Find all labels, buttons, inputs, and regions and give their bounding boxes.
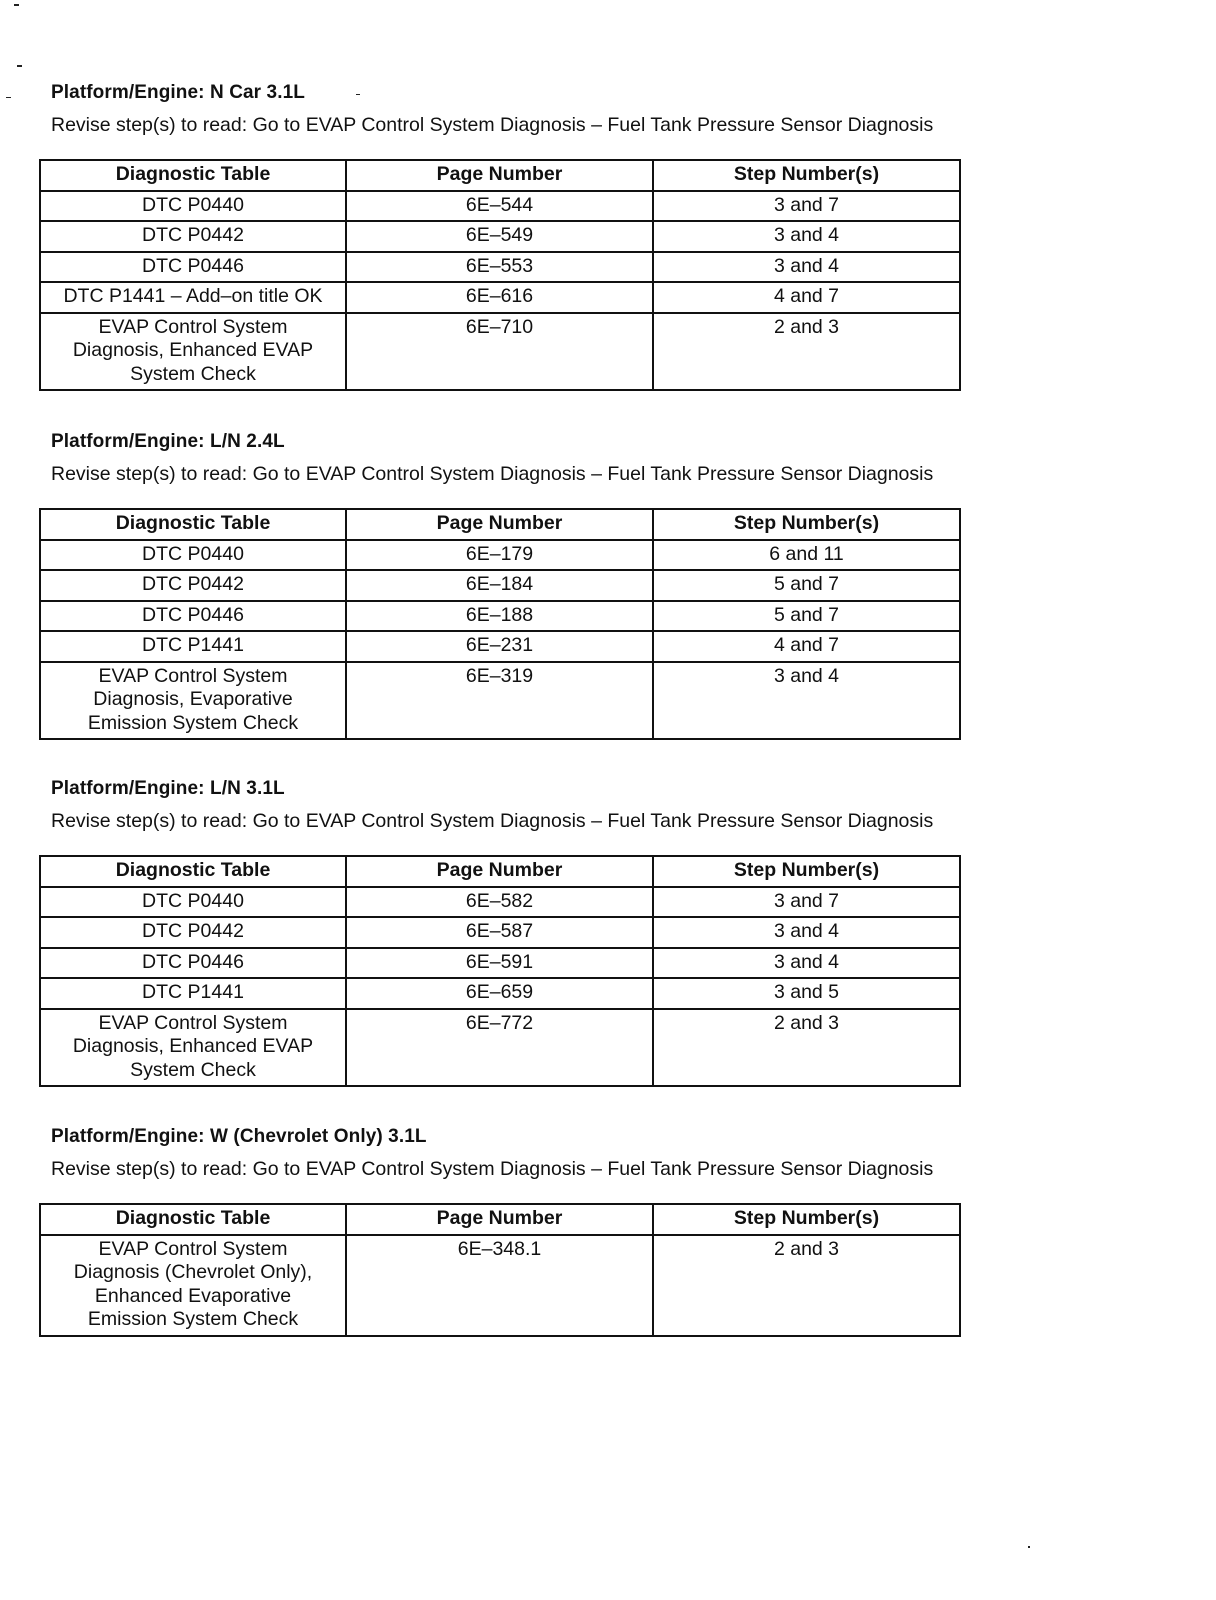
- platform-heading: Platform/Engine: W (Chevrolet Only) 3.1L: [51, 1126, 427, 1147]
- scan-mark: [1028, 1546, 1030, 1548]
- cell-step-numbers: 3 and 4: [653, 948, 960, 979]
- column-header-step-numbers: Step Number(s): [653, 509, 960, 540]
- table-row: [40, 662, 960, 740]
- cell-diagnostic-table: EVAP Control System Diagnosis, Enhanced EVAP System Check: [40, 313, 346, 391]
- column-header-diagnostic-table: Diagnostic Table: [40, 1204, 346, 1235]
- revise-instruction: Revise step(s) to read: Go to EVAP Control System Diagnosis – Fuel Tank Pressure Sensor Diagnosis: [51, 1158, 934, 1180]
- platform-heading: Platform/Engine: L/N 2.4L: [51, 431, 285, 452]
- cell-page-number: 6E–616: [346, 282, 653, 313]
- table-row: [40, 282, 960, 313]
- cell-page-number: 6E–553: [346, 252, 653, 283]
- column-header-step-numbers: Step Number(s): [653, 160, 960, 191]
- scan-mark: [14, 4, 19, 6]
- revise-instruction: Revise step(s) to read: Go to EVAP Control System Diagnosis – Fuel Tank Pressure Sensor Diagnosis: [51, 463, 934, 485]
- column-header-diagnostic-table: Diagnostic Table: [40, 856, 346, 887]
- table-header-row: [40, 1204, 960, 1235]
- cell-diagnostic-table: DTC P0442: [40, 917, 346, 948]
- column-header-page-number: Page Number: [346, 160, 653, 191]
- cell-step-numbers: 3 and 5: [653, 978, 960, 1009]
- table-row: [40, 191, 960, 222]
- cell-diagnostic-table: DTC P0446: [40, 948, 346, 979]
- cell-step-numbers: 2 and 3: [653, 1235, 960, 1336]
- cell-diagnostic-table: EVAP Control System Diagnosis, Enhanced EVAP System Check: [40, 1009, 346, 1087]
- column-header-page-number: Page Number: [346, 1204, 653, 1235]
- table-body: [40, 887, 960, 1087]
- cell-page-number: 6E–179: [346, 540, 653, 571]
- cell-diagnostic-table: DTC P0442: [40, 221, 346, 252]
- platform-heading: Platform/Engine: N Car 3.1L: [51, 82, 305, 103]
- cell-diagnostic-table: DTC P1441: [40, 978, 346, 1009]
- cell-page-number: 6E–348.1: [346, 1235, 653, 1336]
- cell-step-numbers: 5 and 7: [653, 601, 960, 632]
- scan-mark: [6, 97, 11, 98]
- table-row: [40, 221, 960, 252]
- cell-page-number: 6E–587: [346, 917, 653, 948]
- revise-instruction: Revise step(s) to read: Go to EVAP Control System Diagnosis – Fuel Tank Pressure Sensor Diagnosis: [51, 114, 934, 136]
- cell-step-numbers: 6 and 11: [653, 540, 960, 571]
- column-header-diagnostic-table: Diagnostic Table: [40, 509, 346, 540]
- diagnostic-table: [39, 855, 961, 1087]
- cell-diagnostic-table: DTC P0440: [40, 191, 346, 222]
- cell-diagnostic-table: DTC P0446: [40, 601, 346, 632]
- table-header-row: [40, 160, 960, 191]
- diagnostic-table: [39, 1203, 961, 1337]
- cell-step-numbers: 3 and 4: [653, 662, 960, 740]
- cell-page-number: 6E–188: [346, 601, 653, 632]
- cell-step-numbers: 3 and 7: [653, 887, 960, 918]
- cell-page-number: 6E–544: [346, 191, 653, 222]
- table-row: [40, 570, 960, 601]
- cell-page-number: 6E–591: [346, 948, 653, 979]
- cell-page-number: 6E–659: [346, 978, 653, 1009]
- table-row: [40, 978, 960, 1009]
- cell-step-numbers: 4 and 7: [653, 282, 960, 313]
- table-row: [40, 887, 960, 918]
- revise-instruction: Revise step(s) to read: Go to EVAP Control System Diagnosis – Fuel Tank Pressure Sensor Diagnosis: [51, 810, 934, 832]
- cell-diagnostic-table: DTC P0440: [40, 887, 346, 918]
- cell-page-number: 6E–549: [346, 221, 653, 252]
- table-body: [40, 540, 960, 740]
- cell-page-number: 6E–710: [346, 313, 653, 391]
- column-header-page-number: Page Number: [346, 856, 653, 887]
- table-header-row: [40, 856, 960, 887]
- cell-step-numbers: 3 and 4: [653, 252, 960, 283]
- cell-page-number: 6E–319: [346, 662, 653, 740]
- table-row: [40, 252, 960, 283]
- cell-step-numbers: 3 and 4: [653, 221, 960, 252]
- cell-diagnostic-table: DTC P0446: [40, 252, 346, 283]
- cell-step-numbers: 4 and 7: [653, 631, 960, 662]
- cell-step-numbers: 3 and 7: [653, 191, 960, 222]
- cell-page-number: 6E–184: [346, 570, 653, 601]
- cell-step-numbers: 2 and 3: [653, 313, 960, 391]
- cell-diagnostic-table: EVAP Control System Diagnosis, Evaporative Emission System Check: [40, 662, 346, 740]
- table-row: [40, 601, 960, 632]
- scan-mark: [17, 65, 22, 67]
- cell-step-numbers: 3 and 4: [653, 917, 960, 948]
- platform-heading: Platform/Engine: L/N 3.1L: [51, 778, 285, 799]
- table-row: [40, 1235, 960, 1336]
- table-row: [40, 313, 960, 391]
- table-body: [40, 1235, 960, 1336]
- cell-diagnostic-table: DTC P1441: [40, 631, 346, 662]
- scan-mark: [356, 94, 360, 95]
- table-row: [40, 1009, 960, 1087]
- diagnostic-table: [39, 508, 961, 740]
- column-header-step-numbers: Step Number(s): [653, 1204, 960, 1235]
- cell-step-numbers: 2 and 3: [653, 1009, 960, 1087]
- table-header-row: [40, 509, 960, 540]
- column-header-diagnostic-table: Diagnostic Table: [40, 160, 346, 191]
- cell-diagnostic-table: EVAP Control System Diagnosis (Chevrolet Only), Enhanced Evaporative Emission System Check: [40, 1235, 346, 1336]
- cell-diagnostic-table: DTC P0442: [40, 570, 346, 601]
- diagnostic-table: [39, 159, 961, 391]
- table-row: [40, 948, 960, 979]
- table-row: [40, 631, 960, 662]
- cell-page-number: 6E–582: [346, 887, 653, 918]
- cell-page-number: 6E–772: [346, 1009, 653, 1087]
- table-row: [40, 917, 960, 948]
- cell-page-number: 6E–231: [346, 631, 653, 662]
- table-body: [40, 191, 960, 391]
- column-header-page-number: Page Number: [346, 509, 653, 540]
- cell-diagnostic-table: DTC P0440: [40, 540, 346, 571]
- cell-step-numbers: 5 and 7: [653, 570, 960, 601]
- table-row: [40, 540, 960, 571]
- column-header-step-numbers: Step Number(s): [653, 856, 960, 887]
- cell-diagnostic-table: DTC P1441 – Add–on title OK: [40, 282, 346, 313]
